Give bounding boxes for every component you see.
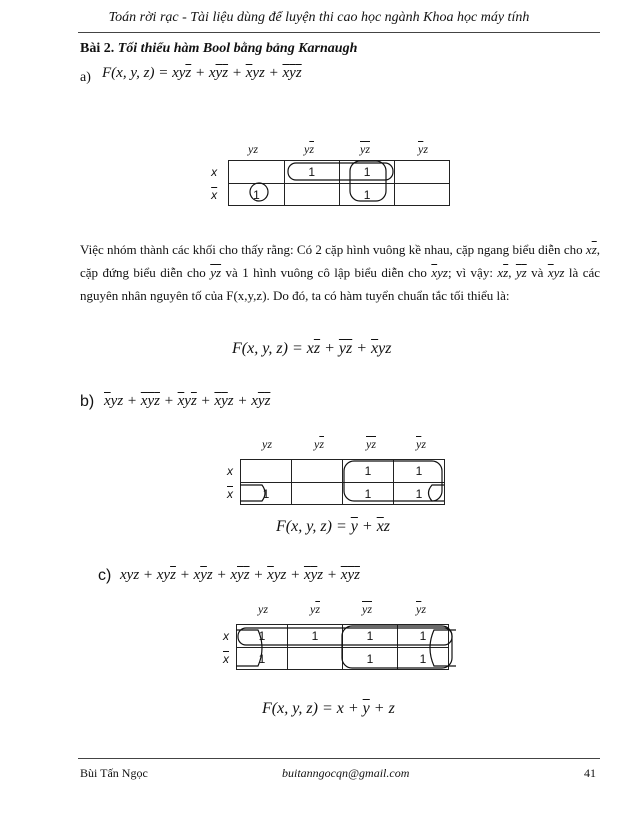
kmap-a-cell: 1 — [339, 184, 394, 206]
kmap-c-cell: 1 — [343, 648, 398, 670]
footer-author: Bùi Tấn Ngọc — [80, 766, 148, 780]
part-c-label: c) — [98, 567, 112, 584]
kmap-b-cell: 1 — [343, 460, 394, 483]
kmap-a-cell: 1 — [284, 161, 339, 184]
footer-email: buitanngocqn@gmail.com — [282, 766, 410, 780]
kmap-c-cell: 1 — [288, 625, 343, 648]
part-c-result: F(x, y, $z) = x + \overline{y} + z$ — [262, 700, 395, 717]
kmap-b-cell: 1 — [394, 483, 445, 505]
part-a-explanation: Việc nhóm thành các khối cho thấy rằng: Có 2 cặp hình vuông kề nhau, cặp ngang biểu diễn cho $x\overline{z}$, cặp đứng biểu diễn cho $\overline{y}\overline{z}$ và 1 hình vuông cô lập biểu diễn cho $\overline{x}yz$; vì vậy: $x\overline{z}$, $\overline{y}\overline{z}$ và $\overline{x}yz$ là các nguyên nhân nguyên tố của F(x,y,z). Do đó, ta có hàm tuyển chuẩn tắc tối thiểu là: — [80, 242, 601, 303]
kmap-b: yz $y\overline{z}$ $\overline{yz}$ $\overline{y}z$ x 1 1 $\overline{x}$ 1 1 1 — [220, 435, 470, 513]
kmap-c-cell: 1 — [398, 625, 449, 648]
kmap-a: x 1 1 $\overline{x}$ 1 1 yz $y\overline{z}$ $\overline{yz}$ $\overline{y}z$ — [200, 140, 450, 218]
kmap-a-cell: 1 — [229, 184, 284, 206]
section-title — [80, 41, 357, 57]
kmap-b-cell: 1 — [343, 483, 394, 505]
part-b-result: F(x, y, $z) = \overline{y} + \overline{x}z$ — [276, 518, 391, 535]
kmap-b-cell: 1 — [241, 483, 292, 505]
kmap-c-cell: 1 — [398, 648, 449, 670]
part-c-function: xyz + $xy\overline{z} + x\overline{y}z + x\overline{y}\overline{z} + \overline{x}yz + \overline{x}\overline{y}z + \overline{x}\overline{y}\overline{z}$ — [120, 567, 360, 583]
kmap-b-cell: 1 — [394, 460, 445, 483]
kmap-c-cell: 1 — [237, 625, 288, 648]
page-header: Toán rời rạc - Tài liệu dùng để luyện thi cao học ngành Khoa học máy tính — [108, 10, 530, 25]
section-heading: Tối thiểu hàm Bool bằng bảng Karnaugh — [117, 41, 358, 56]
kmap-b-groupings — [220, 435, 480, 515]
kmap-a-cell: 1 — [339, 161, 394, 184]
part-a-result: F(x, y, $z) = x\overline{z} + \overline{y}\overline{z} + \overline{x}yz$ — [232, 340, 392, 357]
kmap-a-groupings — [200, 140, 460, 220]
kmap-c: yz $y\overline{z}$ $\overline{yz}$ $\overline{y}z$ x 1 1 1 1 $\overline{x}$ 1 1 1 — [216, 600, 466, 680]
page-number: 41 — [584, 766, 596, 780]
section-number: Bài 2. — [80, 41, 115, 56]
part-a-label: a) — [80, 70, 91, 85]
header-rule — [78, 32, 600, 33]
part-b-label: b) — [80, 393, 95, 410]
footer-rule — [78, 758, 600, 759]
kmap-c-cell: 1 — [343, 625, 398, 648]
kmap-c-cell: 1 — [237, 648, 288, 670]
part-b-function: $\overline{x}yz + \overline{x}\overline{y}\overline{z} + \overline{x}y\overline{z} + \overline{x}\overline{y}z + x\overline{y}\overline{z}$ — [104, 393, 271, 409]
part-a-function: F(x, y, $z) = xy\overline{z} + x\overline{y}\overline{z} + \overline{x}yz + \overline{x}\overline{y}\overline{z}$ — [102, 65, 302, 81]
kmap-c-groupings — [216, 600, 476, 680]
